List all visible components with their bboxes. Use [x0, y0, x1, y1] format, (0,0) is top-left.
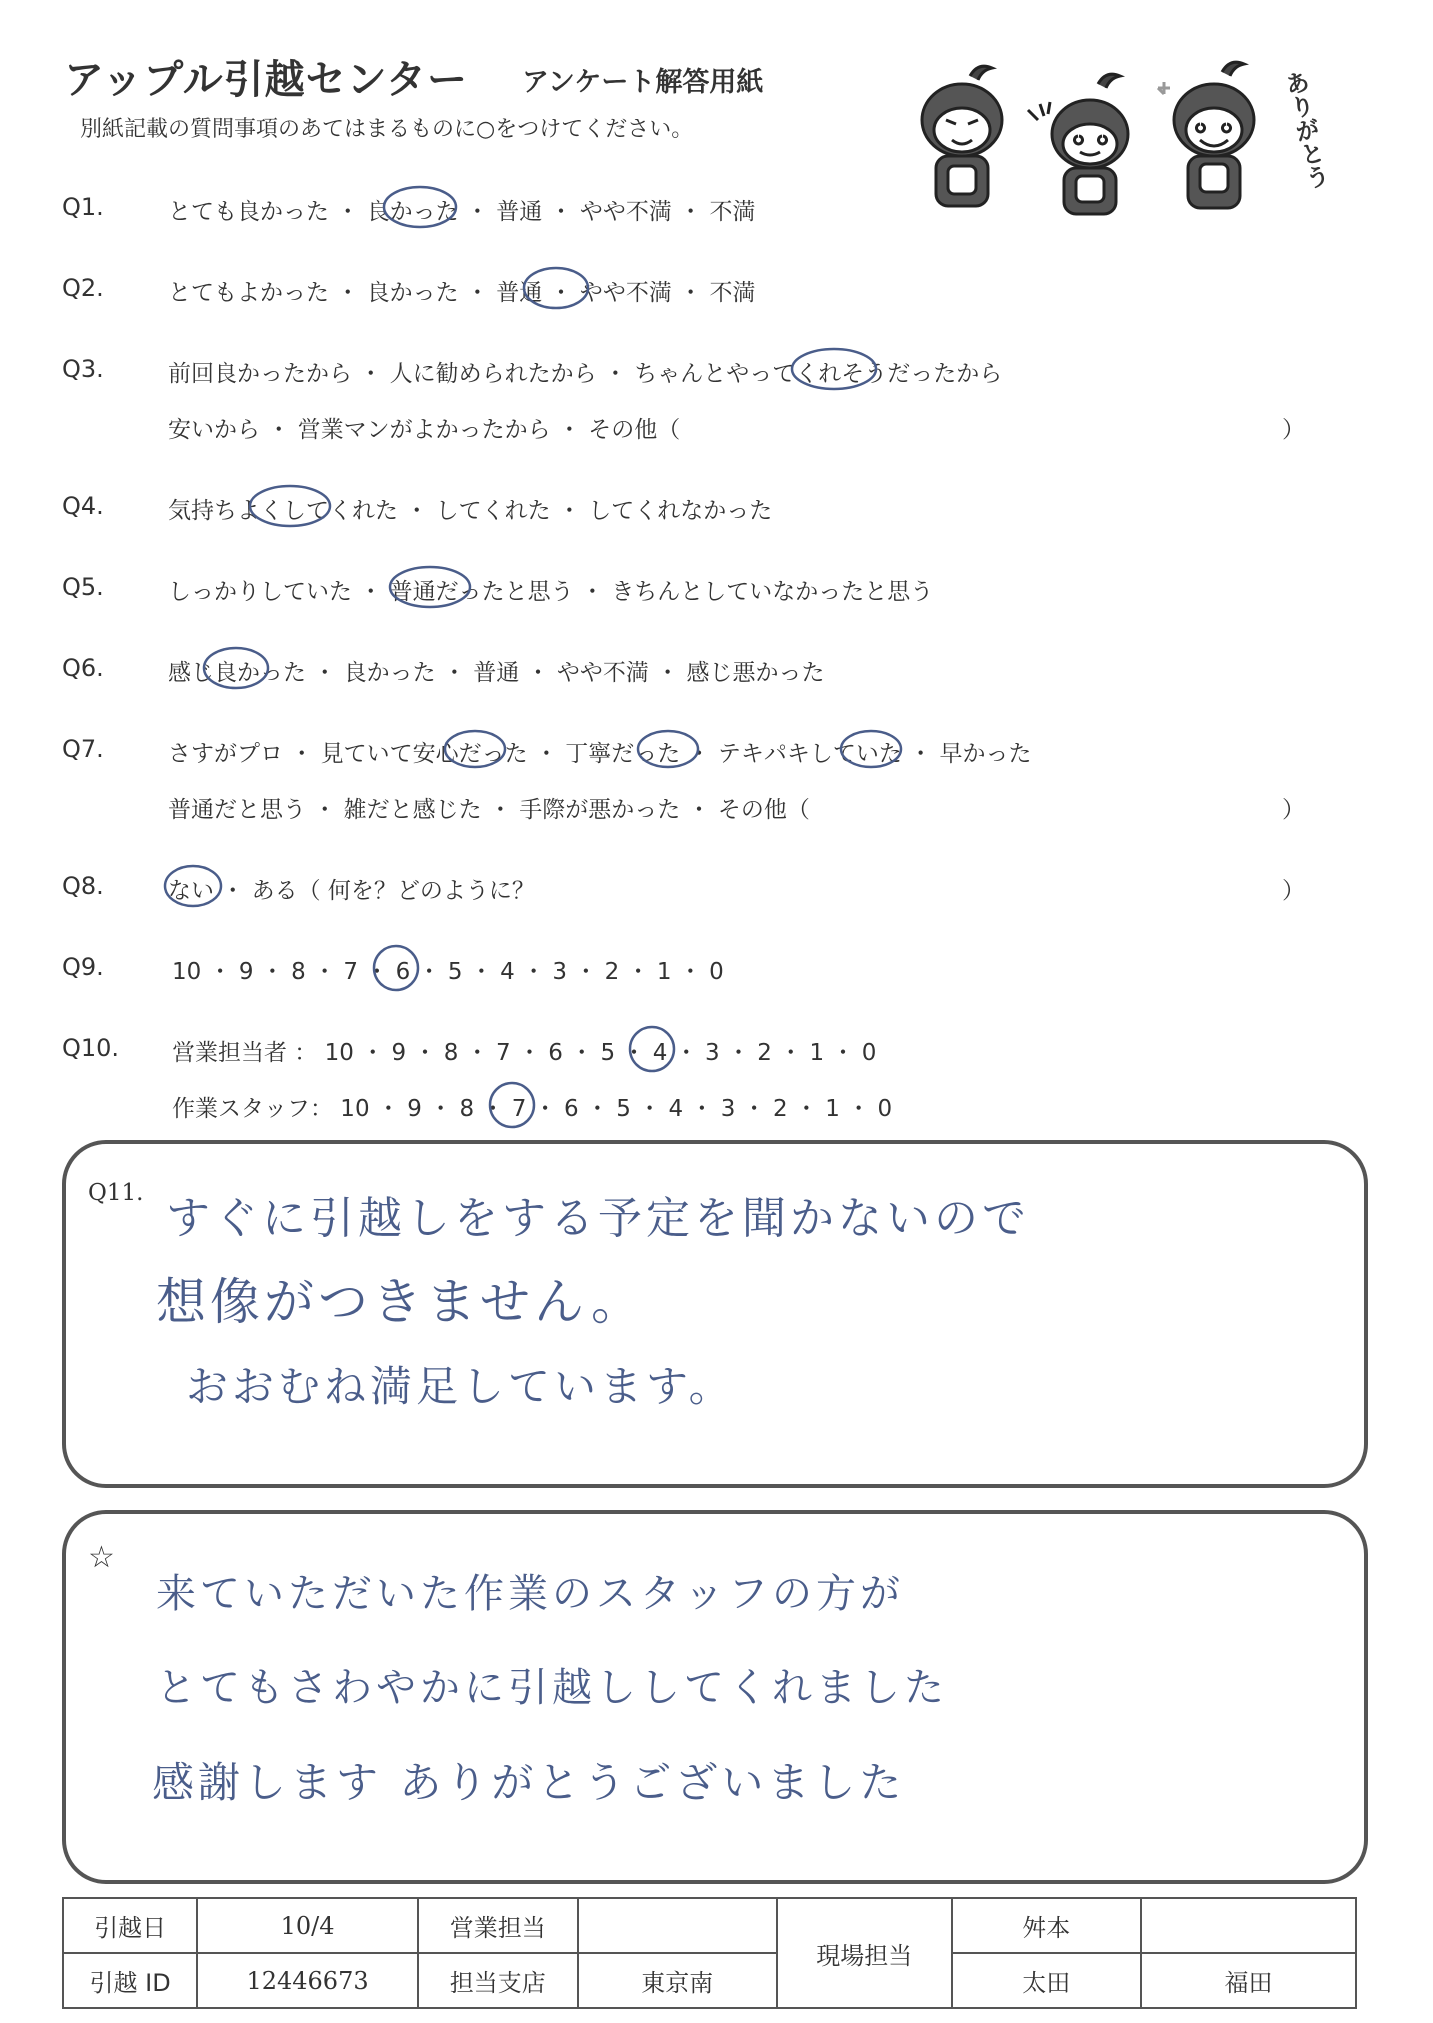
monkey-icon-left [922, 66, 1002, 206]
q7-label: Q7. [62, 735, 104, 763]
move-date-label: 引越日 [63, 1898, 197, 1953]
q10-label: Q10. [62, 1034, 120, 1062]
q10-staff-scale[interactable]: 作業スタッフ： 10 ・ 9 ・ 8 ・ 7 ・ 6 ・ 5 ・ 4 ・ 3 ・ 2 ・ 1 ・ 0 [172, 1096, 893, 1122]
q11-handwriting-line1: すぐに引越しをする予定を聞かないので [166, 1193, 1030, 1244]
q2-label: Q2. [62, 274, 104, 302]
site-staff-2: 太田 [952, 1953, 1141, 2008]
move-id-value: 12446673 [197, 1953, 417, 2008]
q10-sales-scale[interactable]: 営業担当者 ： 10 ・ 9 ・ 8 ・ 7 ・ 6 ・ 5 ・ 4 ・ 3 ・ 2 ・ 1 ・ 0 [172, 1040, 877, 1066]
instruction-text: 別紙記載の質問事項のあてはまるものに○をつけてください。 [80, 117, 694, 142]
company-title: アップル引越センター [64, 57, 468, 103]
q3-close-paren: ） [1282, 417, 1305, 443]
q4-label: Q4. [62, 492, 104, 520]
move-date-value: 10/4 [197, 1898, 417, 1953]
branch-value: 東京南 [578, 1953, 777, 2008]
q5-options[interactable]: しっかりしていた ・ 普通だったと思う ・ きちんとしていなかったと思う [168, 579, 934, 605]
q3-options-line2[interactable]: 安いから ・ 営業マンがよかったから ・ その他（ [168, 417, 681, 443]
q11-handwriting-line2: 想像がつきません。 [156, 1273, 645, 1331]
q9-label: Q9. [62, 953, 104, 981]
q5-label: Q5. [62, 573, 104, 601]
q6-options[interactable]: 感じ良かった ・ 良かった ・ 普通 ・ やや不満 ・ 感じ悪かった [168, 660, 825, 686]
q11-answer-box [62, 1140, 1368, 1488]
q8-close-paren: ） [1282, 878, 1305, 904]
site-staff-1: 舛本 [952, 1898, 1141, 1953]
q1-options[interactable]: とても良かった ・ 良かった ・ 普通 ・ やや不満 ・ 不満 [168, 199, 756, 225]
q2-options[interactable]: とてもよかった ・ 良かった ・ 普通 ・ やや不満 ・ 不満 [168, 280, 756, 306]
thanks-text: ありがとう [1278, 68, 1332, 192]
sales-label: 営業担当 [418, 1898, 578, 1953]
branch-label: 担当支店 [418, 1953, 578, 2008]
move-id-label: 引越 ID [63, 1953, 197, 2008]
q7-close-paren: ） [1282, 797, 1305, 823]
comment-handwriting-line1: 来ていただいた作業のスタッフの方が [156, 1571, 904, 1617]
monkey-icon-middle [1028, 74, 1128, 214]
star-icon: ☆ [88, 1540, 115, 1575]
q1-label: Q1. [62, 193, 104, 221]
mascot-illustration [900, 58, 1320, 228]
q8-label: Q8. [62, 872, 104, 900]
q3-label: Q3. [62, 355, 104, 383]
comment-handwriting-line3: 感謝します ありがとうございました [152, 1758, 906, 1807]
q8-options[interactable]: ない ・ ある（ 何を？どのように？ [168, 878, 535, 904]
site-label: 現場担当 [777, 1898, 952, 2008]
q7-options-line1[interactable]: さすがプロ ・ 見ていて安心だった ・ 丁寧だった ・ テキパキしていた ・ 早かった [168, 741, 1032, 767]
q7-options-line2[interactable]: 普通だと思う ・ 雑だと感じた ・ 手際が悪かった ・ その他（ [168, 797, 810, 823]
q4-options[interactable]: 気持ちよくしてくれた ・ してくれた ・ してくれなかった [168, 498, 773, 524]
q3-options-line1[interactable]: 前回良かったから ・ 人に勧められたから ・ ちゃんとやってくれそうだったから [168, 361, 1003, 387]
footer-table [62, 1897, 1357, 2009]
q11-label: Q11. [88, 1180, 144, 1206]
comment-handwriting-line2: とてもさわやかに引越ししてくれました [156, 1665, 948, 1711]
comment-box [62, 1510, 1368, 1884]
q6-label: Q6. [62, 654, 104, 682]
q9-scale[interactable]: 10 ・ 9 ・ 8 ・ 7 ・ 6 ・ 5 ・ 4 ・ 3 ・ 2 ・ 1 ・ 0 [172, 959, 724, 985]
sales-value [578, 1898, 777, 1953]
monkey-icon-right [1158, 62, 1254, 208]
q11-handwriting-line3: おおむね満足しています。 [186, 1362, 735, 1411]
form-title: アンケート解答用紙 [522, 67, 764, 98]
site-staff-empty [1141, 1898, 1356, 1953]
site-staff-3: 福田 [1141, 1953, 1356, 2008]
